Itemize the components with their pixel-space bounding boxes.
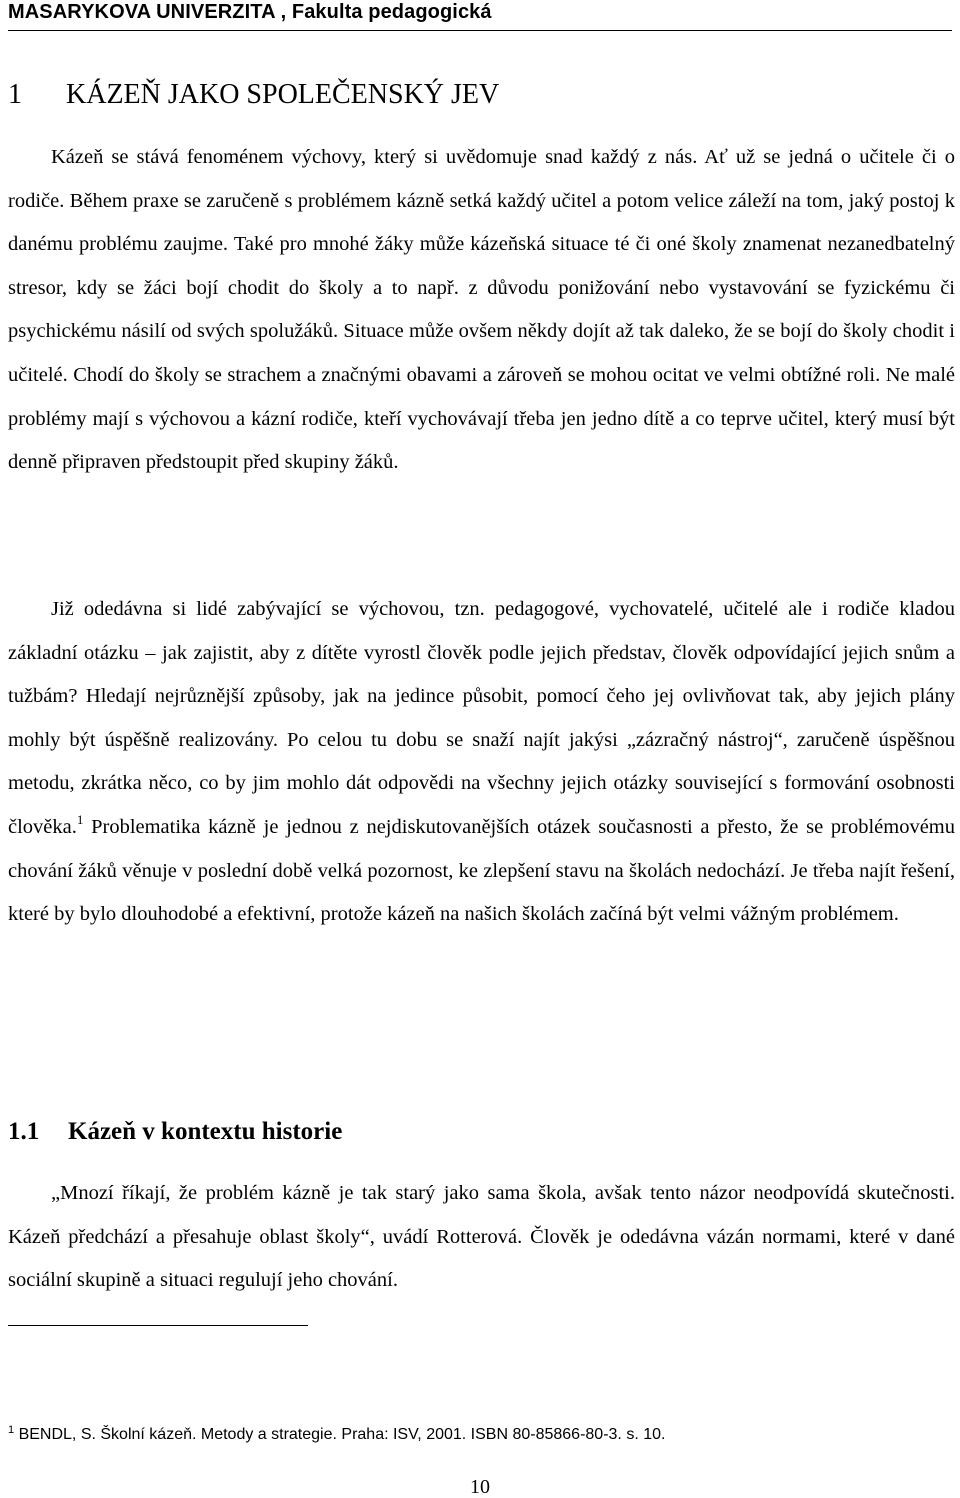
section-title: Kázeň v kontextu historie <box>68 1118 343 1145</box>
paragraph-2-part-2: Problematika kázně je jednou z nejdiskutovanějších otázek současnosti a přesto, že se problémovému chování žáků věnuje v poslední době velká pozornost, ke zlepšení stavu na školách nedochází. Je třeba najít řešení, které by bylo dlouhodobé a efektivní, protože kázeň na našich školách začíná být velmi vážným problémem. <box>8 815 955 926</box>
paragraph-1: Kázeň se stává fenoménem výchovy, který si uvědomuje snad každý z nás. Ať už se jedná o učitele či o rodiče. Během praxe se zaručeně s problémem kázně setká každý učitel a potom velice záleží na tom, jaký postoj k danému problému zaujme. Také pro mnohé žáky může kázeňská situace té či oné školy znamenat nezanedbatelný stresor, kdy se žáci bojí chodit do školy a to např. z důvodu ponižování nebo vystavování se fyzickému či psychickému násilí od svých spolužáků. Situace může ovšem někdy dojít až tak daleko, že se bojí do školy chodit i učitelé. Chodí do školy se strachem a značnými obavami a zároveň se mohou ocitat ve velmi obtížné roli. Ne malé problémy mají s výchovou a kázní rodiče, kteří vychovávají třeba jen jedno dítě a co teprve učitel, který musí být denně připraven předstoupit před skupiny žáků. <box>8 146 955 474</box>
footnote-number: 1 <box>8 1424 15 1436</box>
running-header <box>8 0 952 31</box>
section-heading <box>8 1116 342 1148</box>
section-number: 1.1 <box>8 1118 40 1145</box>
footnote <box>8 1425 948 1445</box>
paragraph-3: „Mnozí říkají, že problém kázně je tak starý jako sama škola, avšak tento názor neodpovídá skutečnosti. Kázeň předchází a přesahuje oblast školy“, uvádí Rotterová. Člověk je odedávna vázán normami, které v dané sociální skupině a situaci regulují jeho chování. <box>8 1182 955 1292</box>
chapter-title: KÁZEŇ JAKO SPOLEČENSKÝ JEV <box>66 79 500 110</box>
footnote-reference[interactable]: 1 <box>76 811 84 827</box>
chapter-number: 1 <box>8 79 22 110</box>
paragraph-2-part-1: Již odedávna si lidé zabývající se výchovou, tzn. pedagogové, vychovatelé, učitelé ale i rodiče kladou základní otázku – jak zajistit, aby z dítěte vyrostl člověk podle jejich představ, člověk odpovídající jejich snům a tužbám? Hledají nejrůznější způsoby, jak na jedince působit, pomocí čeho jej ovlivňovat tak, aby jejich plány mohly být úspěšně realizovány. Po celou tu dobu se snaží najít jakýsi „zázračný nástroj“, zaručeně úspěšnou metodu, zkrátka něco, co by jim mohlo dát odpovědi na všechny jejich otázky související s formování osobnosti člověka. <box>8 598 955 838</box>
chapter-heading <box>8 78 499 112</box>
page-number: 10 <box>470 1476 490 1498</box>
footnote-separator <box>8 1325 308 1326</box>
footnote-text: BENDL, S. Školní kázeň. Metody a strategie. Praha: ISV, 2001. ISBN 80-85866-80-3. s. 10. <box>14 1426 666 1443</box>
running-header-text: MASARYKOVA UNIVERZITA , Fakulta pedagogická <box>8 1 492 23</box>
paragraph-2 <box>8 588 955 937</box>
